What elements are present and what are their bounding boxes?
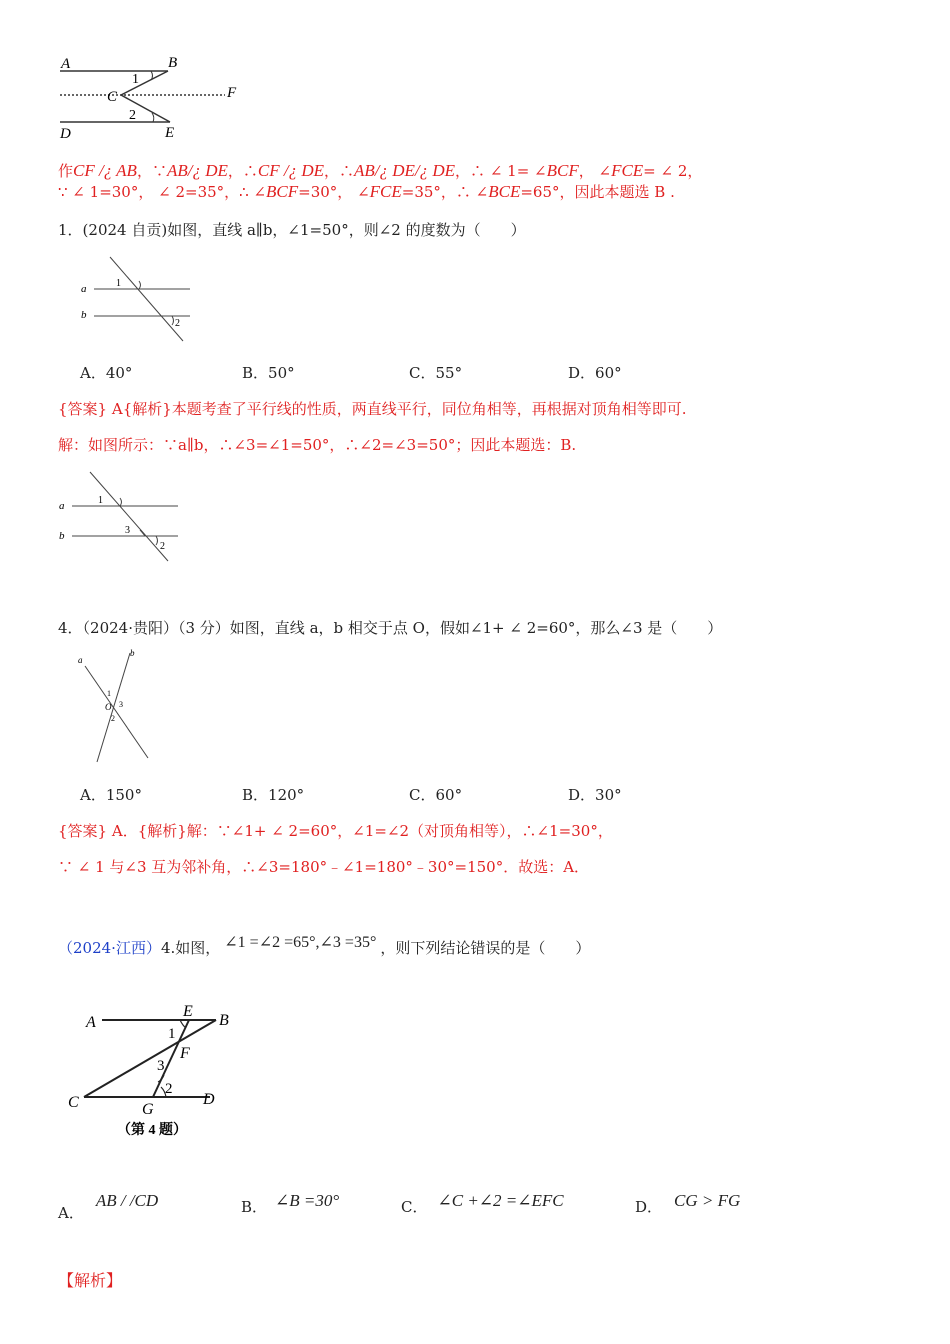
angle-label-2: 2 xyxy=(165,1081,173,1097)
solution-line-1: 作CF /¿ AB，∵AB/¿ DE，∴CF /¿ DE，∴AB/¿ DE/¿ DE，∴ ∠ 1= ∠BCF， ∠FCE= ∠ 2， xyxy=(58,161,703,180)
q4-option-c[interactable]: C．60° xyxy=(409,786,463,804)
angle-label-2: 2 xyxy=(111,714,115,723)
angle-label-1: 1 xyxy=(168,1026,176,1042)
q4-answer-line-2: ∵ ∠ 1 与∠3 互为邻补角，∴∠3=180°﹣∠1=180°﹣30°=150°．故选：A． xyxy=(58,858,590,876)
q1-solution: 解：如图所示：∵a∥b，∴∠3=∠1=50°，∴∠2=∠3=50°；因此本题选：B. xyxy=(58,436,577,454)
line-label-b: b xyxy=(130,648,135,658)
line-label-a: a xyxy=(81,283,87,295)
q1-solution-figure xyxy=(56,470,186,565)
q5-option-d[interactable]: D． CG > FG xyxy=(635,1191,741,1216)
angle-label-1: 1 xyxy=(98,495,103,506)
point-label-b: B xyxy=(168,55,178,71)
q4-option-b[interactable]: B．120° xyxy=(242,786,305,804)
q4-figure xyxy=(72,648,162,768)
angle-label-2: 2 xyxy=(160,541,165,552)
figure-top xyxy=(55,55,255,145)
line-label-a: a xyxy=(78,655,83,665)
q5-figure xyxy=(62,1000,242,1140)
point-label-a: A xyxy=(86,1014,96,1031)
point-label-f: F xyxy=(180,1045,190,1062)
point-label-a: A xyxy=(61,56,71,72)
point-label-e: E xyxy=(183,1003,193,1020)
q4-answer-line-1: {答案} A．{解析}解：∵∠1+ ∠ 2=60°，∠1=∠2（对顶角相等），∴∠1=30°， xyxy=(58,822,613,840)
point-label-o: O xyxy=(105,702,112,712)
q4-option-d[interactable]: D．30° xyxy=(568,786,622,804)
q1-stem: 1．(2024 自贡)如图，直线 a∥b，∠1=50°，则∠2 的度数为（ ） xyxy=(58,221,526,239)
line-label-b: b xyxy=(59,530,65,542)
point-label-d: D xyxy=(203,1091,215,1108)
q1-option-d[interactable]: D．60° xyxy=(568,364,622,382)
angle-label-3: 3 xyxy=(119,700,123,709)
angle-label-3: 3 xyxy=(125,525,130,536)
angle-label-1: 1 xyxy=(116,278,121,289)
angle-label-2: 2 xyxy=(129,108,136,123)
q5-analysis-heading: 【解析】 xyxy=(58,1271,123,1290)
q1-answer: {答案} A{解析}本题考查了平行线的性质，两直线平行，同位角相等，再根据对顶角相等即可. xyxy=(58,400,687,418)
line-label-b: b xyxy=(81,309,87,321)
angle-label-2: 2 xyxy=(175,318,180,329)
point-label-f: F xyxy=(227,85,237,101)
line-label-a: a xyxy=(59,500,65,512)
q1-option-b[interactable]: B．50° xyxy=(242,364,295,382)
point-label-e: E xyxy=(165,125,175,141)
point-label-b: B xyxy=(219,1012,229,1029)
q5-option-b[interactable]: B． ∠B =30° xyxy=(241,1191,340,1216)
q5-stem-math: ∠1 =∠2 =65°,∠3 =35° xyxy=(224,934,377,951)
q5-option-c[interactable]: C． ∠C +∠2 =∠EFC xyxy=(401,1191,564,1216)
q1-option-a[interactable]: A．40° xyxy=(80,364,133,382)
point-label-c: C xyxy=(68,1094,79,1111)
angle-label-1: 1 xyxy=(107,689,111,698)
solution-line-2: ∵ ∠ 1=30°， ∠ 2=35°，∴ ∠BCF=30°， ∠FCE=35°，∴ ∠BCE=65°，因此本题选 B . xyxy=(58,182,675,201)
point-label-g: G xyxy=(142,1101,154,1118)
point-label-c: C xyxy=(107,89,118,105)
q4-option-a[interactable]: A．150° xyxy=(80,786,142,804)
q5-option-a[interactable]: A．AB / /CD xyxy=(58,1191,159,1222)
q5-source: （2024·江西） xyxy=(58,939,161,957)
q4-stem: 4．（2024·贵阳）（3 分）如图，直线 a，b 相交于点 O，假如∠1+ ∠ 2=60°，那么∠3 是（ ） xyxy=(58,619,723,637)
angle-label-3: 3 xyxy=(157,1058,165,1074)
figure-caption: （第 4 题） xyxy=(117,1123,187,1138)
q1-option-c[interactable]: C．55° xyxy=(409,364,463,382)
q5-stem: （2024·江西）4.如图， ∠1 =∠2 =65°,∠3 =35° ，则下列结论错误的是（ ） xyxy=(58,934,591,957)
q1-figure xyxy=(78,255,198,345)
point-label-d: D xyxy=(60,126,71,142)
angle-label-1: 1 xyxy=(132,72,139,87)
